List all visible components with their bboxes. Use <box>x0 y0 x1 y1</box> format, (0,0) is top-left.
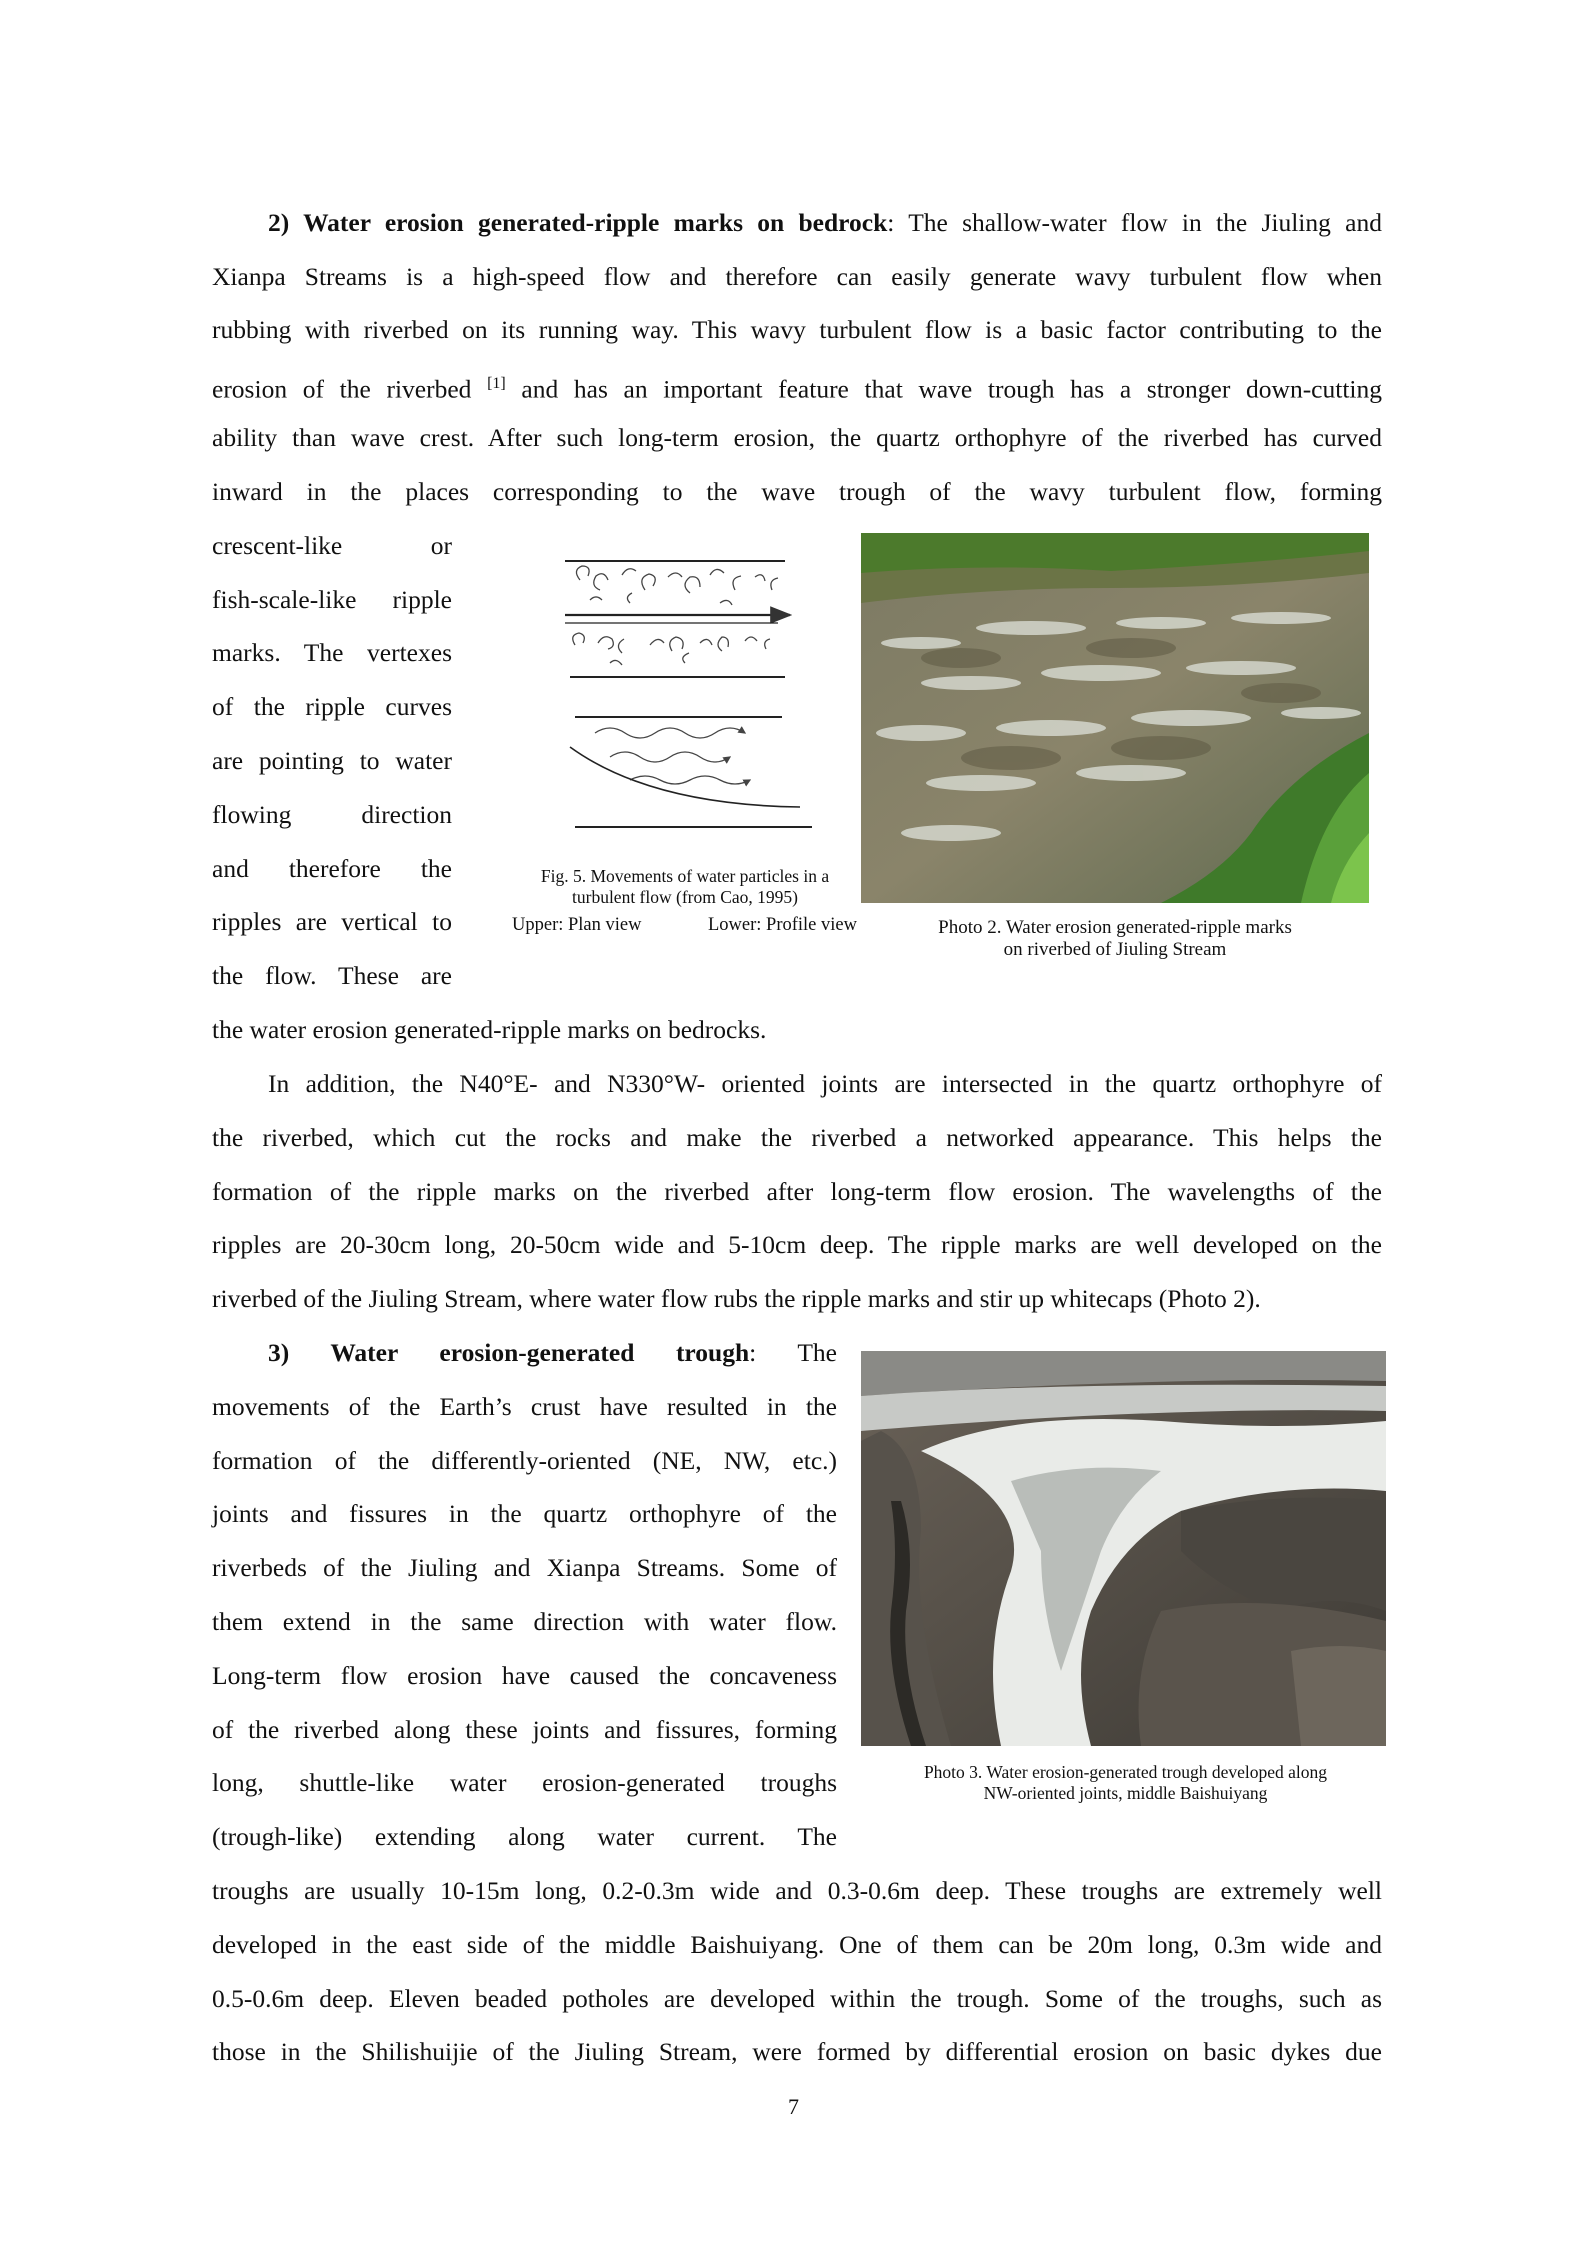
text-span: and has an important feature that wave trough has a stronger down-cutting <box>505 374 1383 404</box>
paragraph-line: the riverbed, which cut the rocks and make the riverbed a networked appearance. This helps the <box>212 1123 1382 1152</box>
paragraph-line: rubbing with riverbed on its running way. This wavy turbulent flow is a basic factor contributing to the <box>212 315 1382 344</box>
caption-line: on riverbed of Jiuling Stream <box>1003 939 1227 960</box>
citation-ref: [1] <box>487 375 506 392</box>
caption-line: turbulent flow (from Cao, 1995) <box>572 887 798 907</box>
paragraph-line: formation of the ripple marks on the riverbed after long-term flow erosion. The wavelengths of the <box>212 1177 1382 1206</box>
narrow-line: are pointing to water <box>212 746 452 775</box>
section-heading-trough: 3) Water erosion-generated trough <box>268 1338 750 1367</box>
profile-view-label: Lower: Profile view <box>708 915 857 935</box>
mid-column-line: formation of the differently-oriented (NE, NW, etc.) <box>212 1446 837 1475</box>
section-heading-ripple: 2) Water erosion generated-ripple marks on bedrock <box>268 208 888 237</box>
photo-2-caption <box>880 917 1350 961</box>
paragraph-line: Xianpa Streams is a high-speed flow and therefore can easily generate wavy turbulent flow when <box>212 262 1382 291</box>
paragraph-line: ripples are 20-30cm long, 20-50cm wide and 5-10cm deep. The ripple marks are well developed on the <box>212 1230 1382 1259</box>
river-ripples-photo <box>861 533 1369 903</box>
narrow-line: marks. The vertexes <box>212 638 452 667</box>
mid-column-line: them extend in the same direction with water flow. <box>212 1607 837 1636</box>
mid-column-line: riverbeds of the Jiuling and Xianpa Streams. Some of <box>212 1553 837 1582</box>
narrow-line: the flow. These are <box>212 961 452 990</box>
caption-line: NW-oriented joints, middle Baishuiyang <box>983 1783 1268 1803</box>
mid-column-line: (trough-like) extending along water current. The <box>212 1822 837 1851</box>
photo-3-caption <box>878 1762 1373 1804</box>
paragraph-line: inward in the places corresponding to the wave trough of the wavy turbulent flow, forming <box>212 477 1382 506</box>
narrow-line: fish-scale-like ripple <box>212 585 452 614</box>
text-span: : The shallow-water flow in the Jiuling and <box>887 208 1382 237</box>
plan-view-label: Upper: Plan view <box>512 915 642 935</box>
paragraph-line <box>212 1338 837 1368</box>
text-span: : The <box>749 1338 837 1367</box>
mid-column-line: long, shuttle-like water erosion-generated troughs <box>212 1768 837 1797</box>
paragraph-line: In addition, the N40°E- and N330°W- oriented joints are intersected in the quartz orthophyre of <box>268 1069 1382 1098</box>
narrow-line: ripples are vertical to <box>212 907 452 936</box>
figure-5-caption <box>520 866 850 908</box>
caption-line: Photo 3. Water erosion-generated trough developed along <box>923 1762 1328 1782</box>
mid-column-line: movements of the Earth’s crust have resulted in the <box>212 1392 837 1421</box>
narrow-line: crescent-like or <box>212 531 452 560</box>
text-span: erosion of the riverbed <box>212 374 488 404</box>
paragraph-line: ability than wave crest. After such long-term erosion, the quartz orthophyre of the riverbed has curved <box>212 423 1382 452</box>
narrow-line: of the ripple curves <box>212 692 452 721</box>
paragraph-line <box>212 369 1382 405</box>
plan-view-swirls <box>576 566 778 605</box>
paragraph-line: 0.5-0.6m deep. Eleven beaded potholes are developed within the trough. Some of the troughs, such as <box>212 1984 1382 2013</box>
paragraph-line: troughs are usually 10-15m long, 0.2-0.3m wide and 0.3-0.6m deep. These troughs are extremely well <box>212 1876 1382 1905</box>
narrow-line: flowing direction <box>212 800 452 829</box>
profile-curve <box>570 747 800 807</box>
paragraph-line <box>212 208 1382 238</box>
narrow-line: and therefore the <box>212 854 452 883</box>
photo-2-image <box>861 533 1369 903</box>
paragraph-line: those in the Shilishuijie of the Jiuling Stream, were formed by differential erosion on basic dykes due <box>212 2037 1382 2066</box>
river-trough-photo <box>861 1351 1386 1746</box>
photo-3-image <box>861 1351 1386 1746</box>
caption-line: Photo 2. Water erosion generated-ripple marks <box>938 917 1292 938</box>
turbulent-flow-diagram <box>560 545 830 835</box>
paragraph-line: riverbed of the Jiuling Stream, where water flow rubs the ripple marks and stir up whitecaps (Photo 2). <box>212 1284 1261 1313</box>
mid-column-line: of the riverbed along these joints and fissures, forming <box>212 1715 837 1744</box>
paragraph-line: developed in the east side of the middle Baishuiyang. One of them can be 20m long, 0.3m wide and <box>212 1930 1382 1959</box>
figure-5-view-labels <box>512 914 857 936</box>
page-number: 7 <box>788 2094 799 2119</box>
mid-column-line: Long-term flow erosion have caused the concaveness <box>212 1661 837 1690</box>
paragraph-line: the water erosion generated-ripple marks on bedrocks. <box>212 1015 767 1044</box>
caption-line: Fig. 5. Movements of water particles in a <box>540 866 830 886</box>
mid-column-line: joints and fissures in the quartz orthophyre of the <box>212 1499 837 1528</box>
